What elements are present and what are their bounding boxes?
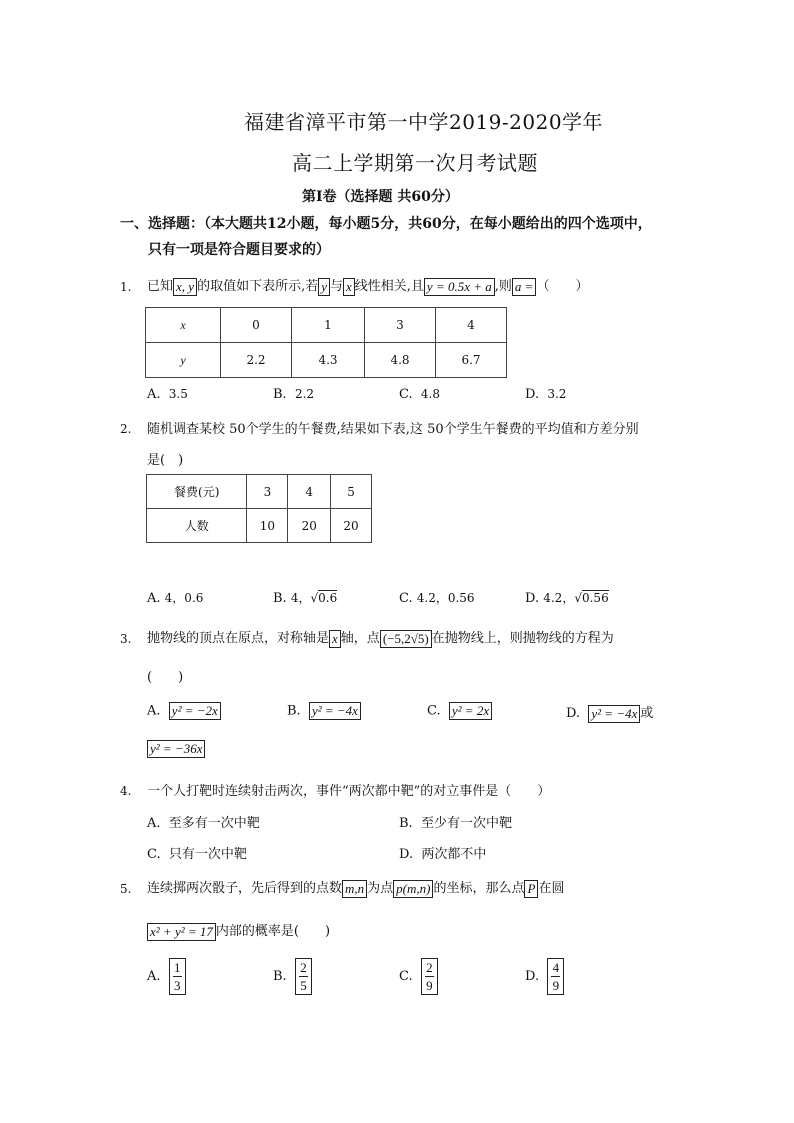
option-value: 4，0.6	[164, 591, 204, 605]
q1-option-a[interactable]	[147, 387, 188, 402]
q2-option-b[interactable]	[273, 589, 337, 606]
option-label: A.	[147, 387, 161, 402]
q3-text-3: 在抛物线上，则抛物线的方程为	[431, 631, 614, 646]
numerator: 1	[174, 960, 181, 975]
table-cell: 3	[365, 308, 436, 343]
table-cell: 2.2	[221, 343, 292, 378]
sqrt-symbol: √	[410, 630, 418, 646]
sqrt-radicand: 0.6	[318, 591, 338, 605]
q4-option-b[interactable]	[399, 812, 512, 831]
q1-text-3: 与	[329, 279, 343, 294]
q3-text-1: 抛物线的顶点在原点，对称轴是	[147, 631, 330, 646]
option-label: C.	[399, 969, 413, 984]
table-cell: 6.7	[436, 343, 507, 378]
question-number: 3.	[120, 632, 132, 646]
option-value: 3.2	[547, 387, 567, 401]
table-cell: 20	[331, 509, 372, 543]
option-label: D.	[525, 969, 540, 984]
option-label: A.	[147, 591, 161, 606]
denominator: 5	[300, 978, 307, 993]
option-value: 至少有一次中靶	[420, 816, 512, 831]
option-value: 两次都不中	[421, 847, 487, 862]
numerator: 4	[552, 960, 560, 975]
or-text: 或	[640, 706, 654, 721]
part-heading-line1: 一、选择题：（本大题共12小题，每小题5分，共60分，在每小题给出的四个选项中，	[120, 216, 652, 232]
table-cell: 4	[436, 308, 507, 343]
table-cell: x	[146, 308, 221, 343]
table-cell: 3	[247, 475, 288, 509]
q5-option-d[interactable]	[525, 958, 564, 995]
option-label: D.	[566, 706, 581, 721]
q1-math-a: a =	[512, 278, 537, 296]
q4-option-c[interactable]	[147, 843, 247, 862]
question-2-stem-line2: 是( )	[147, 453, 184, 468]
q5-math-mn: m,n	[342, 880, 367, 898]
table-cell: 4.3	[292, 343, 365, 378]
sqrt-radicand: 0.56	[581, 591, 609, 605]
q1-math-y: y	[318, 278, 330, 296]
q2-option-a[interactable]	[147, 589, 203, 606]
q4-option-a[interactable]	[147, 812, 260, 831]
option-label: B.	[399, 816, 413, 831]
q3-option-d[interactable]	[566, 702, 653, 723]
table-cell: 4.8	[365, 343, 436, 378]
option-label: B.	[287, 703, 301, 719]
q3-math-point	[380, 630, 432, 648]
option-label: D.	[525, 387, 540, 402]
q1-math-xy: x, y	[173, 278, 197, 296]
q1-option-c[interactable]	[399, 387, 440, 402]
table-row	[146, 308, 507, 343]
question-1-stem	[147, 275, 588, 296]
option-label: A.	[147, 703, 161, 719]
option-value: 至多有一次中靶	[168, 816, 260, 831]
table-row	[147, 509, 372, 543]
table-cell: y	[146, 343, 221, 378]
q5-text-5: 内部的概率是( )	[215, 924, 331, 939]
q1-math-equation: y = 0.5x + a	[424, 278, 495, 296]
fraction	[547, 958, 564, 995]
option-value: 4.8	[420, 387, 440, 401]
q5-text-2: 为点	[367, 881, 394, 896]
section-title: 第I卷（选择题 共60分）	[302, 189, 459, 205]
q1-text-2: 的取值如下表所示,若	[197, 279, 319, 294]
table-cell: 餐费(元)	[147, 475, 247, 509]
q3-option-a[interactable]	[147, 702, 221, 720]
q3-text-2: 轴，点	[340, 631, 380, 646]
option-math: y² = −4x	[588, 705, 640, 723]
option-label: B.	[273, 387, 287, 402]
q3-option-b[interactable]	[287, 702, 361, 720]
question-2-stem-line1: 随机调查某校 50个学生的午餐费,结果如下表,这 50个学生午餐费的平均值和方差分别	[147, 422, 639, 437]
question-3-stem	[147, 627, 614, 648]
q2-option-d[interactable]	[525, 589, 609, 606]
q5-text-1: 连续掷两次骰子，先后得到的点数	[147, 881, 343, 896]
point-part: )	[424, 630, 429, 646]
fraction-bar	[425, 976, 434, 977]
denominator: 3	[174, 978, 181, 993]
table-cell: 20	[288, 509, 331, 543]
exam-title-line1: 福建省漳平市第一中学2019-2020学年	[244, 110, 604, 134]
fraction	[421, 958, 438, 995]
question-number: 2.	[120, 422, 132, 436]
q2-data-table	[146, 474, 372, 543]
q1-data-table	[145, 307, 507, 378]
table-cell: 10	[247, 509, 288, 543]
question-5-stem-line1	[147, 877, 564, 898]
q1-option-b[interactable]	[273, 387, 314, 402]
q5-option-a[interactable]	[147, 958, 186, 995]
option-value: 2.2	[294, 387, 315, 401]
option-label: B.	[273, 591, 287, 606]
table-cell: 1	[292, 308, 365, 343]
question-number: 1.	[120, 280, 132, 294]
q5-text-4: 在圆	[538, 881, 565, 896]
option-value: 3.5	[168, 387, 188, 401]
question-4-stem: 一个人打靶时连续射击两次，事件“两次都中靶”的对立事件是（ ）	[147, 784, 551, 799]
option-math: y² = 2x	[449, 702, 492, 720]
denominator: 9	[426, 978, 433, 993]
point-part: (−5,2	[382, 630, 411, 646]
fraction-bar	[299, 976, 308, 977]
q3-option-c[interactable]	[427, 702, 492, 720]
q3-math-x: x	[329, 630, 341, 648]
q1-math-x: x	[343, 278, 355, 296]
part-heading-line2: 只有一项是符合题目要求的）	[148, 242, 330, 258]
question-number: 4.	[120, 784, 132, 798]
option-value: 4.2，	[543, 591, 575, 605]
fraction-bar	[551, 976, 560, 977]
q1-text-4: 线性相关,且	[354, 279, 424, 294]
q5-math-point: p(m,n)	[393, 880, 433, 898]
q1-option-d[interactable]	[525, 387, 566, 402]
sqrt-radicand: 5	[417, 630, 425, 646]
option-label: C.	[427, 703, 441, 719]
option-label: C.	[399, 591, 413, 606]
option-math: y² = −36x	[147, 740, 205, 758]
q5-math-circle: x² + y² = 17	[147, 923, 216, 941]
denominator: 9	[552, 978, 560, 993]
option-math: y² = −4x	[309, 702, 361, 720]
q4-option-d[interactable]	[399, 843, 486, 862]
q3-paren: ( )	[147, 670, 184, 685]
option-label: A.	[147, 816, 161, 831]
option-label: D.	[525, 591, 540, 606]
option-math: y² = −2x	[169, 702, 221, 720]
q5-text-3: 的坐标，那么点	[433, 881, 525, 896]
table-cell: 4	[288, 475, 331, 509]
q2-option-c[interactable]	[399, 589, 475, 606]
question-5-stem-line2	[147, 920, 330, 941]
q5-math-p: P	[524, 880, 538, 898]
fraction	[169, 958, 186, 995]
option-value: 4.2，0.56	[416, 591, 475, 605]
table-cell: 人数	[147, 509, 247, 543]
option-label: B.	[273, 969, 287, 984]
numerator: 2	[426, 960, 433, 975]
option-label: C.	[399, 387, 413, 402]
q1-text-5: ,则	[494, 279, 512, 294]
option-value: 4，	[290, 591, 311, 605]
table-row	[147, 475, 372, 509]
sqrt-symbol: √	[574, 591, 582, 605]
sqrt-symbol: √	[310, 591, 319, 605]
exam-title-line2: 高二上学期第一次月考试题	[292, 151, 538, 175]
q5-option-b[interactable]	[273, 958, 312, 995]
numerator: 2	[300, 960, 307, 975]
q3-option-d-extra	[147, 740, 205, 758]
fraction	[295, 958, 312, 995]
fraction-bar	[173, 976, 182, 977]
table-row	[146, 343, 507, 378]
option-label: A.	[147, 969, 161, 984]
q1-text-6: （ ）	[536, 279, 589, 294]
option-value: 只有一次中靶	[168, 847, 247, 862]
question-number: 5.	[120, 882, 132, 896]
q5-option-c[interactable]	[399, 958, 438, 995]
table-cell: 0	[221, 308, 292, 343]
q1-text-1: 已知	[147, 279, 174, 294]
option-label: C.	[147, 847, 161, 862]
option-label: D.	[399, 847, 414, 862]
table-cell: 5	[331, 475, 372, 509]
